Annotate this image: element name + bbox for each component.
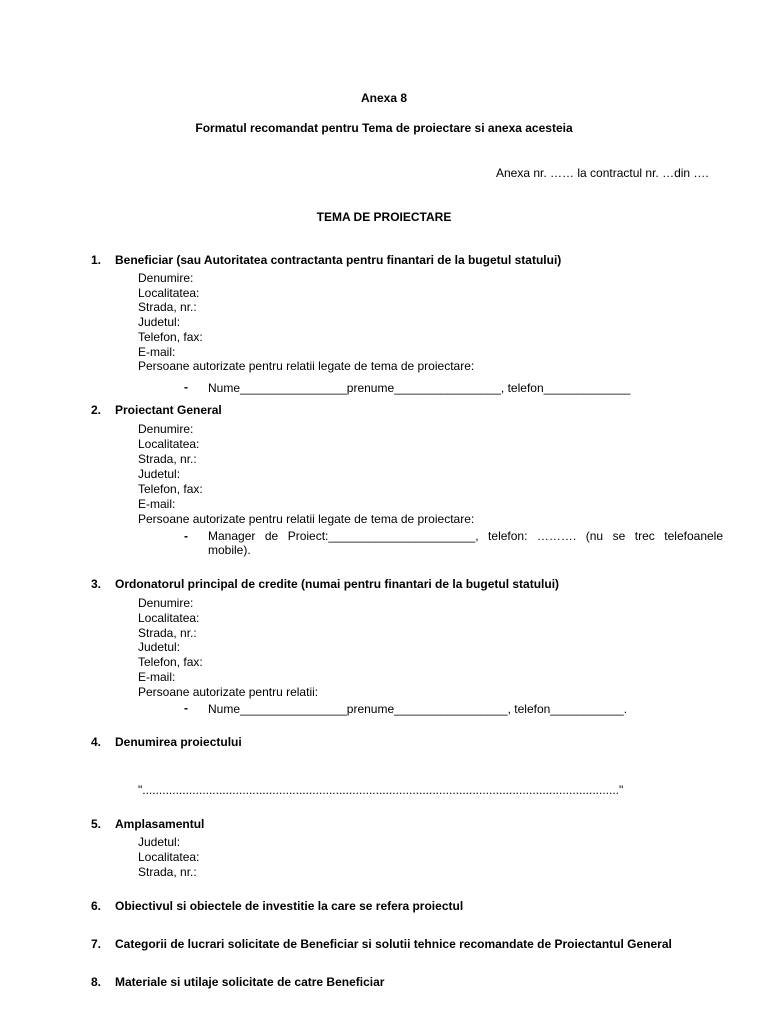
contact-person-line: Nume________________prenume_________________, telefon___________. <box>208 702 628 716</box>
section-number: 5. <box>91 817 102 831</box>
field-telefon-fax: Telefon, fax: <box>138 482 203 496</box>
field-persoane-autorizate: Persoane autorizate pentru relatii legate de tema de proiectare: <box>138 512 475 526</box>
field-denumire: Denumire: <box>138 422 194 436</box>
field-strada: Strada, nr.: <box>138 626 197 640</box>
annex-label: Anexa 8 <box>360 91 408 105</box>
project-manager-line: Manager de Proiect:______________________, telefon: ………. (nu se trec telefoanele <box>208 529 723 543</box>
section-title: Beneficiar (sau Autoritatea contractanta pentru finantari de la bugetul statului) <box>115 253 562 267</box>
section-title: Amplasamentul <box>115 817 205 831</box>
section-title: Ordonatorul principal de credite (numai pentru finantari de la bugetul statului) <box>115 577 560 591</box>
field-denumire: Denumire: <box>138 596 194 610</box>
field-strada: Strada, nr.: <box>138 865 197 879</box>
section-number: 7. <box>91 937 102 951</box>
contact-person-line: Nume________________prenume________________, telefon_____________ <box>208 381 631 395</box>
project-name-placeholder: "..............................................................................................................................................." <box>138 783 624 797</box>
section-number: 8. <box>91 975 102 989</box>
field-telefon-fax: Telefon, fax: <box>138 330 203 344</box>
project-manager-line-cont: mobile). <box>208 543 251 557</box>
section-title: Obiectivul si obiectele de investitie la care se refera proiectul <box>115 899 464 913</box>
field-email: E-mail: <box>138 497 176 511</box>
field-judetul: Judetul: <box>138 467 181 481</box>
section-title: Denumirea proiectului <box>115 735 242 749</box>
page-title: TEMA DE PROIECTARE <box>316 210 452 224</box>
section-number: 2. <box>91 403 102 417</box>
field-telefon-fax: Telefon, fax: <box>138 655 203 669</box>
field-localitatea: Localitatea: <box>138 611 200 625</box>
section-number: 6. <box>91 899 102 913</box>
bullet-dash: - <box>184 529 188 543</box>
field-localitatea: Localitatea: <box>138 437 200 451</box>
field-strada: Strada, nr.: <box>138 452 197 466</box>
field-judetul: Judetul: <box>138 640 181 654</box>
section-title: Materiale si utilaje solicitate de catre Beneficiar <box>115 975 385 989</box>
field-persoane-autorizate: Persoane autorizate pentru relatii: <box>138 685 319 699</box>
contract-reference: Anexa nr. …… la contractul nr. …din …. <box>496 166 709 180</box>
section-title: Categorii de lucrari solicitate de Beneficiar si solutii tehnice recomandate de Proiectantul General <box>115 937 672 951</box>
field-strada: Strada, nr.: <box>138 300 197 314</box>
field-persoane-autorizate: Persoane autorizate pentru relatii legate de tema de proiectare: <box>138 359 475 373</box>
bullet-dash: - <box>184 380 188 394</box>
document-subtitle: Formatul recomandat pentru Tema de proiectare si anexa acesteia <box>195 121 573 135</box>
section-title: Proiectant General <box>115 403 222 417</box>
section-number: 3. <box>91 577 102 591</box>
field-judetul: Judetul: <box>138 315 181 329</box>
field-localitatea: Localitatea: <box>138 850 200 864</box>
field-judetul: Judetul: <box>138 835 181 849</box>
field-email: E-mail: <box>138 345 176 359</box>
field-denumire: Denumire: <box>138 271 194 285</box>
section-number: 1. <box>91 253 102 267</box>
section-number: 4. <box>91 735 102 749</box>
bullet-dash: - <box>184 701 188 715</box>
field-localitatea: Localitatea: <box>138 286 200 300</box>
field-email: E-mail: <box>138 670 176 684</box>
